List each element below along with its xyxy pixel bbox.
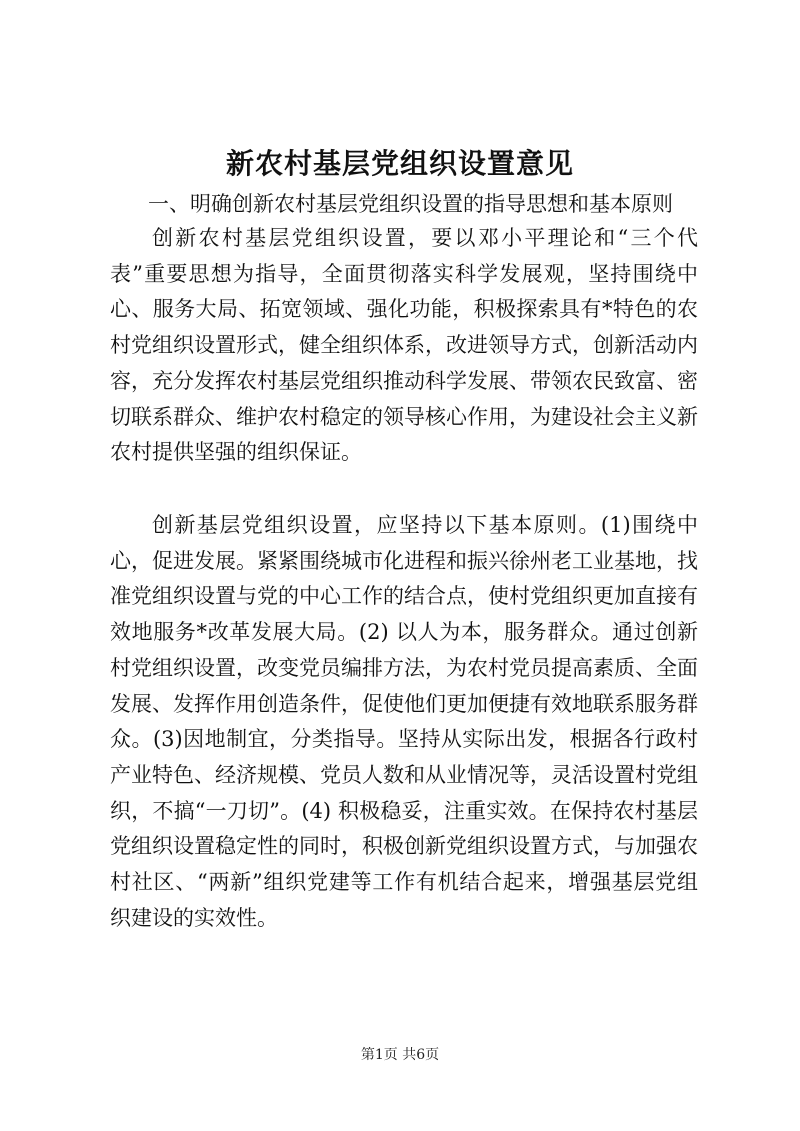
section-heading: 一、明确创新农村基层党组织设置的指导思想和基本原则 [148, 192, 673, 216]
body-paragraph-1: 创新农村基层党组织设置，要以邓小平理论和“三个代表”重要思想为指导，全面贯彻落实科学发展观，坚持围绕中心、服务大局、拓宽领域、强化功能，积极探索具有*特色的农村党组织设置形式，健全组织体系，改进领导方式，创新活动内容，充分发挥农村基层党组织推动科学发展、带领农民致富、密切联系群众、维护农村稳定的领导核心作用，为建设社会主义新农村提供坚强的组织保证。 [110, 226, 698, 465]
body-paragraph-2: 创新基层党组织设置，应坚持以下基本原则。(1)围绕中心，促进发展。紧紧围绕城市化进程和振兴徐州老工业基地，找准党组织设置与党的中心工作的结合点，使村党组织更加直接有效地服务*改革发展大局。(2) 以人为本，服务群众。通过创新村党组织设置，改变党员编排方法，为农村党员提高素质、全面发展、发挥作用创造条件，促使他们更加便捷有效地联系服务群众。(3)因地制宜，分类指导。坚持从实际出发，根据各行政村产业特色、经济规模、党员人数和从业情况等，灵活设置村党组织，不搞“一刀切”。(4) 积极稳妥，注重实效。在保持农村基层党组织设置稳定性的同时，积极创新党组织设置方式，与加强农村社区、“两新”组织党建等工作有机结合起来，增强基层党组织建设的实效性。 [110, 513, 698, 930]
page-footer: 第1页 共6页 [360, 1047, 440, 1063]
document-title: 新农村基层党组织设置意见 [225, 147, 574, 180]
